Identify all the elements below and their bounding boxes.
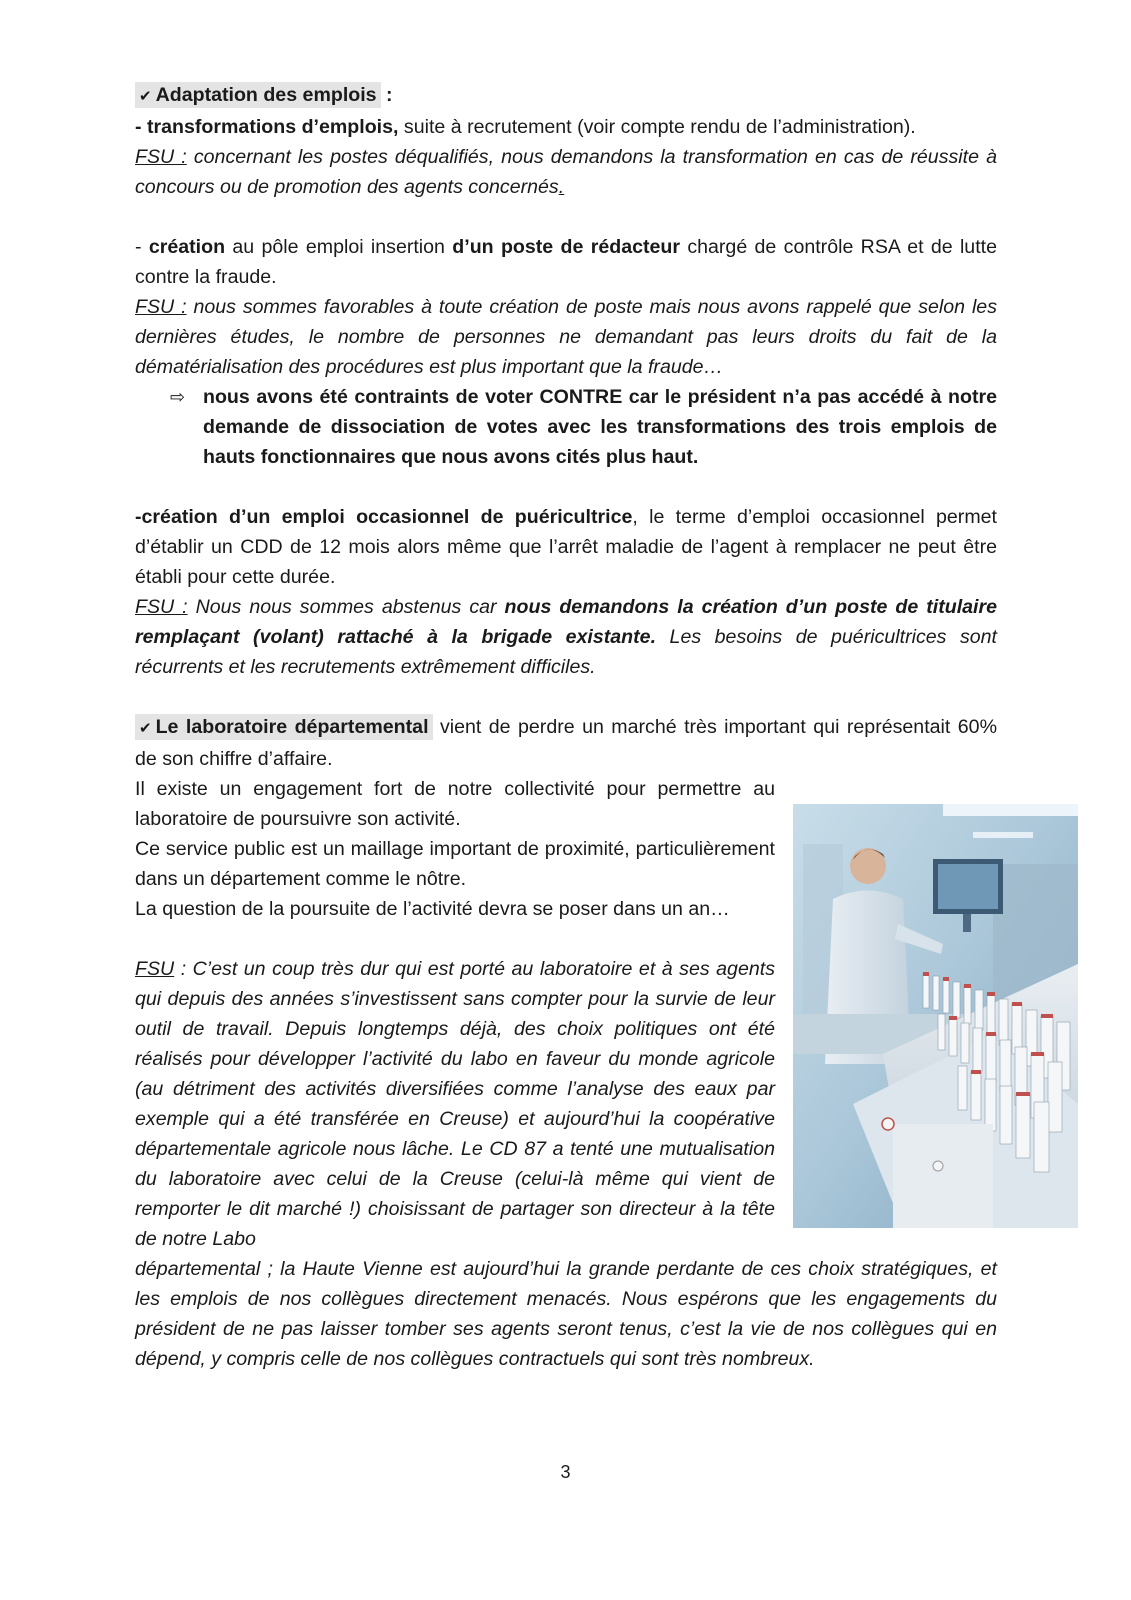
checkmark-icon: ✔ (139, 720, 152, 737)
checkmark-icon: ✔ (139, 88, 152, 105)
page-number: 3 (560, 1462, 571, 1482)
fsu-comment-labo-continued: départemental ; la Haute Vienne est aujourd’hui la grande perdante de ces choix stratégiques, et les emplois de nos collègues directement menacés. Nous espérons que les engagements du président de ne pas laisser tomber ses agents seront tenus, c’est la vie de nos collègues qui en dépend, y compris celle de nos collègues contractuels qui sont très nombreux. (135, 1258, 997, 1370)
section-heading-adaptation: ✔ Adaptation des emplois : (135, 80, 997, 112)
creation-redacteur-paragraph: - création au pôle emploi insertion d’un poste de rédacteur chargé de contrôle RSA et de lutte contre la fraude. (135, 236, 997, 288)
transformations-line: - transformations d’emplois, suite à recrutement (voir compte rendu de l’administration). (135, 116, 916, 138)
fsu-comment-labo: FSU : C’est un coup très dur qui est porté au laboratoire et à ses agents qui depuis des années s’investissent sans compter pour la survie de leur outil de travail. Depuis longtemps déjà, des choix politiques ont été réalisés pour développer l’activité du labo en faveur du monde agricole (au détriment des activités diversifiées comme l’analyse des eaux par exemple qui a été transférée en Creuse) et aujourd’hui la coopérative départementale agricole nous lâche. Le CD 87 a tenté une mutualisation du laboratoire avec celui de la Creuse (celui-là même qui vient de remporter le dit marché !) choisissant de partager son directeur à la tête de notre Labo (135, 958, 775, 1250)
fsu-comment-1: FSU : concernant les postes déqualifiés, nous demandons la transformation en cas de réussite à concours ou de promotion des agents concernés. (135, 146, 997, 198)
laboratory-photo (793, 804, 1078, 1228)
creation-puericultrice-paragraph: -création d’un emploi occasionnel de puéricultrice, le terme d’emploi occasionnel permet d’établir un CDD de 12 mois alors même que l’arrêt maladie de l’agent à remplacer ne peut être établi pour cette durée. (135, 506, 997, 588)
labo-paragraph-3: La question de la poursuite de l’activité devra se poser dans un an… (135, 898, 730, 920)
fsu-comment-2: FSU : nous sommes favorables à toute création de poste mais nous avons rappelé que selon les dernières études, le nombre de personnes ne demandant pas leurs droits du fait de la dématérialisation des procédures est plus important que la fraude… (135, 296, 998, 378)
vote-contre-statement: ⇨ nous avons été contraints de voter CONTRE car le président n’a pas accédé à notre demande de dissociation de votes avec les transformations des trois emplois de hauts fonctionnaires que nous avons cités plus haut. (170, 382, 997, 472)
fsu-comment-3: FSU : Nous nous sommes abstenus car nous demandons la création d’un poste de titulaire remplaçant (volant) rattaché à la brigade existante. Les besoins de puéricultrices sont récurrents et les recrutements extrêmement difficiles. (135, 596, 998, 678)
arrow-right-icon: ⇨ (170, 387, 186, 407)
labo-paragraph-2: Ce service public est un maillage important de proximité, particulièrement dans un département comme le nôtre. (135, 838, 775, 890)
labo-paragraph-1: Il existe un engagement fort de notre collectivité pour permettre au laboratoire de poursuivre son activité. (135, 778, 775, 830)
section-heading-laboratoire: ✔ Le laboratoire départemental vient de perdre un marché très important qui représentait 60% de son chiffre d’affaire. (135, 716, 997, 770)
